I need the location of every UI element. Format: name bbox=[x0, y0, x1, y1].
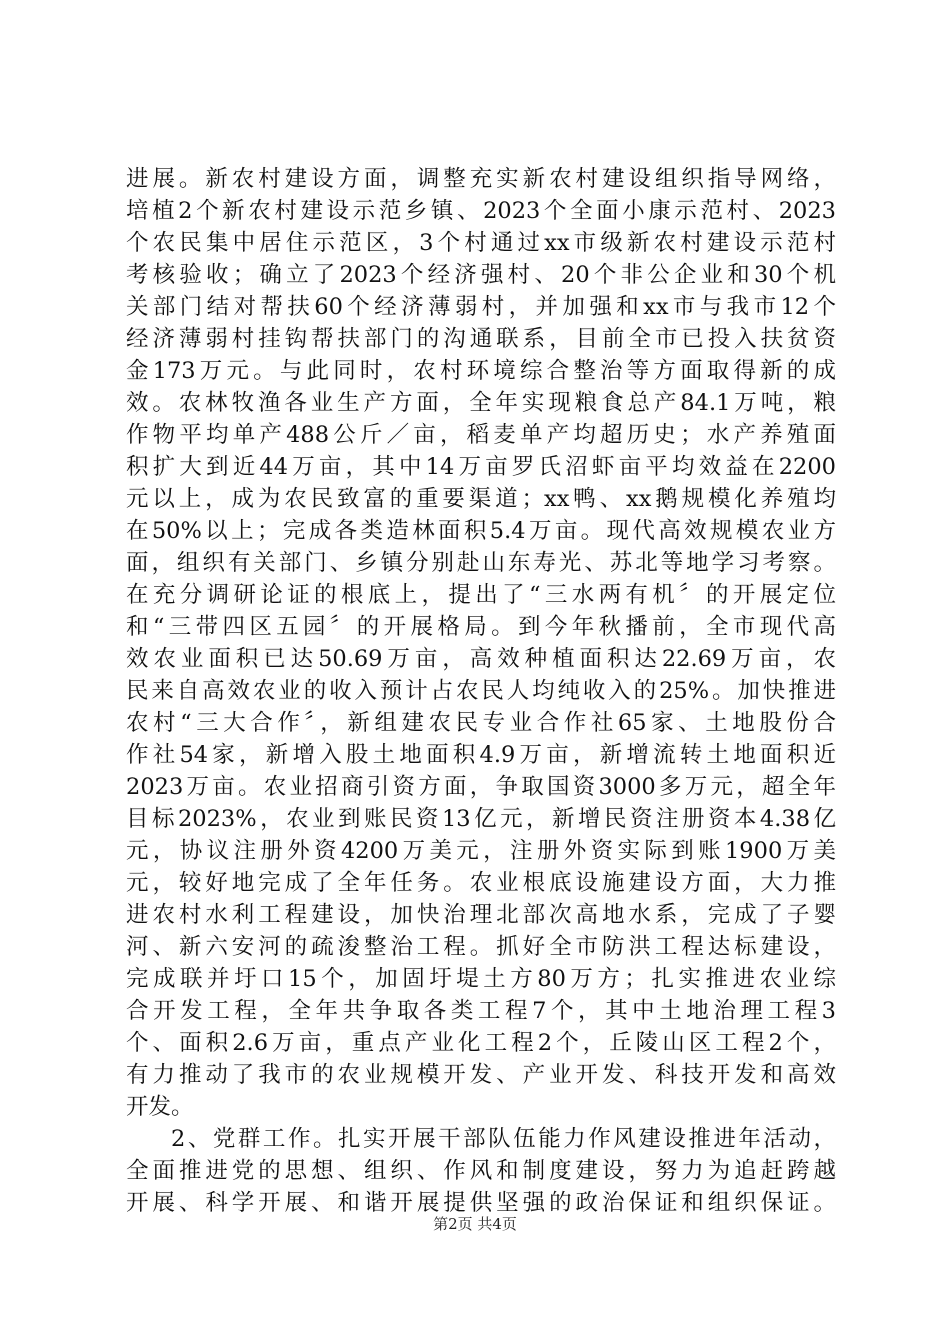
text-line: 效农业面积已达50.69万亩，高效种植面积达22.69万亩，农 bbox=[126, 646, 836, 672]
text-line: 效。农林牧渔各业生产方面，全年实现粮食总产84.1万吨，粮 bbox=[126, 390, 836, 416]
text-line: 考核验收；确立了2023个经济强村、20个非公企业和30个机 bbox=[126, 262, 836, 288]
text-line: 积扩大到近44万亩，其中14万亩罗氏沼虾亩平均效益在2200 bbox=[126, 454, 836, 480]
text-line: 个农民集中居住示范区，3个村通过xx市级新农村建设示范村 bbox=[126, 230, 836, 256]
text-line: 进农村水利工程建设，加快治理北部次高地水系，完成了子婴 bbox=[126, 902, 836, 928]
text-line: 开展、科学开展、和谐开展提供坚强的政治保证和组织保证。 bbox=[126, 1190, 836, 1216]
text-line: 开发。 bbox=[126, 1094, 194, 1120]
text-line: 关部门结对帮扶60个经济薄弱村，并加强和xx市与我市12个 bbox=[126, 294, 836, 320]
text-line: 金173万元。与此同时，农村环境综合整治等方面取得新的成 bbox=[126, 358, 836, 384]
text-line: 和“三带四区五园〞的开展格局。到今年秋播前，全市现代高 bbox=[126, 614, 836, 640]
text-line: 培植2个新农村建设示范乡镇、2023个全面小康示范村、2023 bbox=[126, 198, 836, 224]
page-footer bbox=[0, 1213, 950, 1234]
text-line: 合开发工程，全年共争取各类工程7个，其中土地治理工程3 bbox=[126, 998, 836, 1024]
text-line: 经济薄弱村挂钩帮扶部门的沟通联系，目前全市已投入扶贫资 bbox=[126, 326, 836, 352]
paragraph-1 bbox=[126, 163, 836, 1123]
paragraph-2 bbox=[126, 1123, 836, 1219]
text-line: 面，组织有关部门、乡镇分别赴山东寿光、苏北等地学习考察。 bbox=[126, 550, 836, 576]
page-number-label: 第2页 共4页 bbox=[433, 1215, 517, 1233]
text-line: 完成联并圩口15个，加固圩堤土方80万方；扎实推进农业综 bbox=[126, 966, 836, 992]
text-line: 全面推进党的思想、组织、作风和制度建设，努力为追赶跨越 bbox=[126, 1158, 836, 1184]
document-body bbox=[126, 163, 836, 1219]
text-line: 民来自高效农业的收入预计占农民人均纯收入的25%。加快推进 bbox=[126, 678, 836, 704]
text-line: 作社54家，新增入股土地面积4.9万亩，新增流转土地面积近 bbox=[126, 742, 836, 768]
text-line: 在50%以上；完成各类造林面积5.4万亩。现代高效规模农业方 bbox=[126, 518, 836, 544]
text-line: 元，协议注册外资4200万美元，注册外资实际到账1900万美 bbox=[126, 838, 836, 864]
text-line: 元以上，成为农民致富的重要渠道；xx鸭、xx鹅规模化养殖均 bbox=[126, 486, 836, 512]
text-line: 农村“三大合作〞，新组建农民专业合作社65家、土地股份合 bbox=[126, 710, 836, 736]
text-line: 在充分调研论证的根底上，提出了“三水两有机〞的开展定位 bbox=[126, 582, 836, 608]
text-line: 作物平均单产488公斤／亩，稻麦单产均超历史；水产养殖面 bbox=[126, 422, 836, 448]
text-line: 目标2023%，农业到账民资13亿元，新增民资注册资本4.38亿 bbox=[126, 806, 836, 832]
text-line: 2023万亩。农业招商引资方面，争取国资3000多万元，超全年 bbox=[126, 774, 836, 800]
text-line: 个、面积2.6万亩，重点产业化工程2个，丘陵山区工程2个， bbox=[126, 1030, 836, 1056]
text-line: 元，较好地完成了全年任务。农业根底设施建设方面，大力推 bbox=[126, 870, 836, 896]
text-line: 2、党群工作。扎实开展干部队伍能力作风建设推进年活动， bbox=[171, 1126, 836, 1152]
text-line: 有力推动了我市的农业规模开发、产业开发、科技开发和高效 bbox=[126, 1062, 836, 1088]
text-line: 河、新六安河的疏浚整治工程。抓好全市防洪工程达标建设， bbox=[126, 934, 836, 960]
text-line: 进展。新农村建设方面，调整充实新农村建设组织指导网络， bbox=[126, 166, 836, 192]
